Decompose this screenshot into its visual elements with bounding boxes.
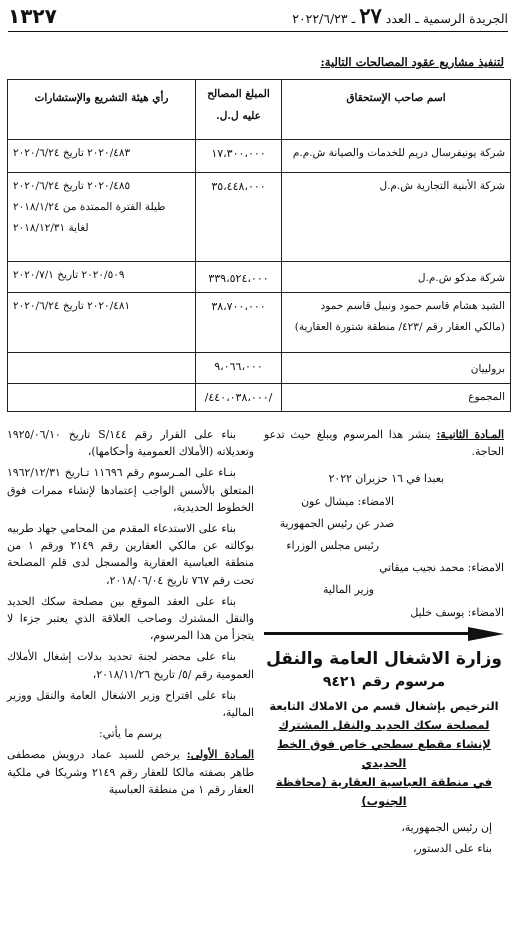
table-row xyxy=(8,173,511,262)
divider-arrow-icon xyxy=(468,627,504,641)
cell-opinion xyxy=(8,384,196,412)
intro-text: لتنفيذ مشاريع عقود المصالحات التالية: xyxy=(320,55,504,69)
cell-opinion: ٢٠٢٠/٤٨١ تاريخ ٢٠٢٠/٦/٢٤ xyxy=(8,293,196,353)
opinion-line: لغاية ٢٠١٨/١٢/٣١ xyxy=(13,222,89,234)
paragraph: بناء على الاستدعاء المقدم من المحامي جهاد طربيه بوكالته عن مالكي العقارين رقم ٢١٤٩ ورقم ١ من منطقة العباسية العقارية والمسجل لدى قلم المصلحة تحت رقم ٧٦٧ تاريخ ٢٠١٨/٠٦/٠٤، xyxy=(7,522,255,587)
decree-number: مرسوم رقم ٩٤٢١ xyxy=(322,674,446,691)
issue-number: ٢٧ xyxy=(359,3,382,28)
paragraph: بناء على العقد الموقع بين مصلحة سكك الحديد والنقل المشترك وصاحب العلاقة الذي يعتبر جزءا لا يتجزأ من هذا المرسوم، xyxy=(7,594,254,643)
preamble-constitution: بناء على الدستور، xyxy=(412,842,492,856)
cell-amount: ١٧،٣٠٠،٠٠٠ xyxy=(196,140,282,173)
article-two xyxy=(264,426,504,460)
table-header-row xyxy=(8,80,511,140)
signature-pm: الامضاء: محمد نجيب ميقاتي xyxy=(379,561,504,575)
issued-by: صدر عن رئيس الجمهورية xyxy=(279,516,394,530)
decree-title-line: لمصلحة سكك الحديد والنقل المشترك xyxy=(278,718,490,733)
left-column xyxy=(7,426,254,802)
paragraph: بناء على اقتراح وزير الاشغال العامة والنقل ووزير المالية، xyxy=(7,688,254,720)
table-row xyxy=(8,353,511,384)
cell-name: المجموع xyxy=(282,384,511,412)
name-line: الشيد هشام قاسم حمود ونبيل قاسم حمود xyxy=(320,300,505,312)
ministry-heading: وزارة الاشغال العامة والنقل xyxy=(266,648,502,669)
signing-date: بعبدا في ١٦ حزيران ٢٠٢٢ xyxy=(328,472,444,486)
column-header-amount: المبلغ المصالح عليه ل.ل. xyxy=(196,80,282,140)
finance-minister-title: وزير المالية xyxy=(323,583,374,597)
table-row xyxy=(8,140,511,173)
table-row xyxy=(8,293,511,353)
opinion-line: طيلة الفترة الممتدة من ٢٠١٨/١/٢٤ xyxy=(13,201,166,213)
section-divider xyxy=(264,627,504,641)
cell-name: شركة يونيفرسال دريم للخدمات والصيانة ش.م.م xyxy=(282,140,511,173)
decree-formula: يرسم ما يأتي: xyxy=(98,727,163,741)
issue-date: ـ ٢٠٢٢/٦/٢٣ xyxy=(292,11,356,26)
journal-title xyxy=(292,3,508,28)
cell-amount: ٣٥،٤٤٨،٠٠٠ xyxy=(196,173,282,262)
cell-amount: ٣٣٩،٥٢٤،٠٠٠ xyxy=(196,262,282,293)
paragraph: بنـاء على المـرسوم رقم ١١٦٩٦ تـاريخ ١٩٦٢/١٢/٣١ المتعلق بالأسس الواجب إعتمادها لإنشاء ممرات فوق الخطوط الحديدية، xyxy=(7,466,254,514)
page-header xyxy=(8,3,508,32)
cell-name: شركة الأبنية التجارية ش.م.ل xyxy=(282,173,511,262)
preamble-president: إن رئيس الجمهورية، xyxy=(401,821,492,835)
table-total-row xyxy=(8,384,511,412)
signatures xyxy=(264,470,504,620)
settlements-table xyxy=(7,79,511,412)
signature-finance-minister: الامضاء: يوسف خليل xyxy=(410,605,504,619)
table-row xyxy=(8,262,511,293)
cell-name: شركة مدكو ش.م.ل xyxy=(282,262,511,293)
column-header-opinion: رأي هيئة التشريع والإستشارات xyxy=(8,80,196,140)
article-one xyxy=(7,746,254,798)
pm-title: رئيس مجلس الوزراء xyxy=(286,539,379,553)
decree-title xyxy=(264,697,504,811)
cell-opinion: ٢٠٢٠/٤٨٣ تاريخ ٢٠٢٠/٦/٢٤ xyxy=(8,140,196,173)
article-two-label: المـادة الثانيـة: xyxy=(436,428,504,441)
decree-title-line: لإنشاء مقطع سطحي خاص فوق الخط الحديدي xyxy=(277,737,491,771)
article-two-text: ينشر هذا المرسوم ويبلغ حيث تدعو الحاجة. xyxy=(264,428,504,459)
page-number: ١٣٢٧ xyxy=(8,4,57,28)
cell-opinion: ٢٠٢٠/٥٠٩ تاريخ ٢٠٢٠/٧/١ xyxy=(8,262,196,293)
cell-amount: /٤٤٠،٠٣٨،٠٠٠/ xyxy=(196,384,282,412)
signature-president: الامضاء: ميشال عون xyxy=(301,494,394,508)
decree-title-line: الترخيص بإشغال قسم من الاملاك التابعة xyxy=(269,699,499,714)
journal-prefix: الجريدة الرسمية ـ العدد xyxy=(385,11,508,26)
article-one-label: المـادة الأولى: xyxy=(186,748,254,762)
article-one-text: يرخص للسيد عماد درويش مصطفى طاهر بصفته مالكا للعقار رقم ٢١٤٩ وشريكا في ملكية العقار رقم ١ من منطقة العباسية xyxy=(7,748,254,796)
paragraph: بناء على القرار رقم ١٤٤/S تاريخ ١٩٢٥/٠٦/١٠ وتعديلاته (الأملاك العمومية وأحكامها)، xyxy=(7,428,254,459)
opinion-line: ٢٠٢٠/٤٨٥ تاريخ ٢٠٢٠/٦/٢٤ xyxy=(13,180,131,192)
name-line: (مالكي العقار رقم /٤٢٣/ منطقة شتورة العقارية) xyxy=(294,321,505,333)
cell-opinion xyxy=(8,173,196,262)
paragraph: بناء على محضر لجنة تحديد بدلات إشغال الأملاك العمومية رقم /٥/ تاريخ ٢٠١٨/١١/٢٦، xyxy=(7,650,254,681)
cell-name xyxy=(282,293,511,353)
right-column xyxy=(264,426,504,862)
decree-title-line: في منطقة العباسية العقارية (محافظة الجنوب) xyxy=(275,775,493,809)
cell-opinion xyxy=(8,353,196,384)
cell-amount: ٩،٠٦٦،٠٠٠ xyxy=(196,353,282,384)
column-header-name: اسم صاحب الإستحقاق xyxy=(282,80,511,140)
divider-bar xyxy=(264,632,469,635)
cell-amount: ٣٨،٧٠٠،٠٠٠ xyxy=(196,293,282,353)
cell-name: برولييان xyxy=(282,353,511,384)
